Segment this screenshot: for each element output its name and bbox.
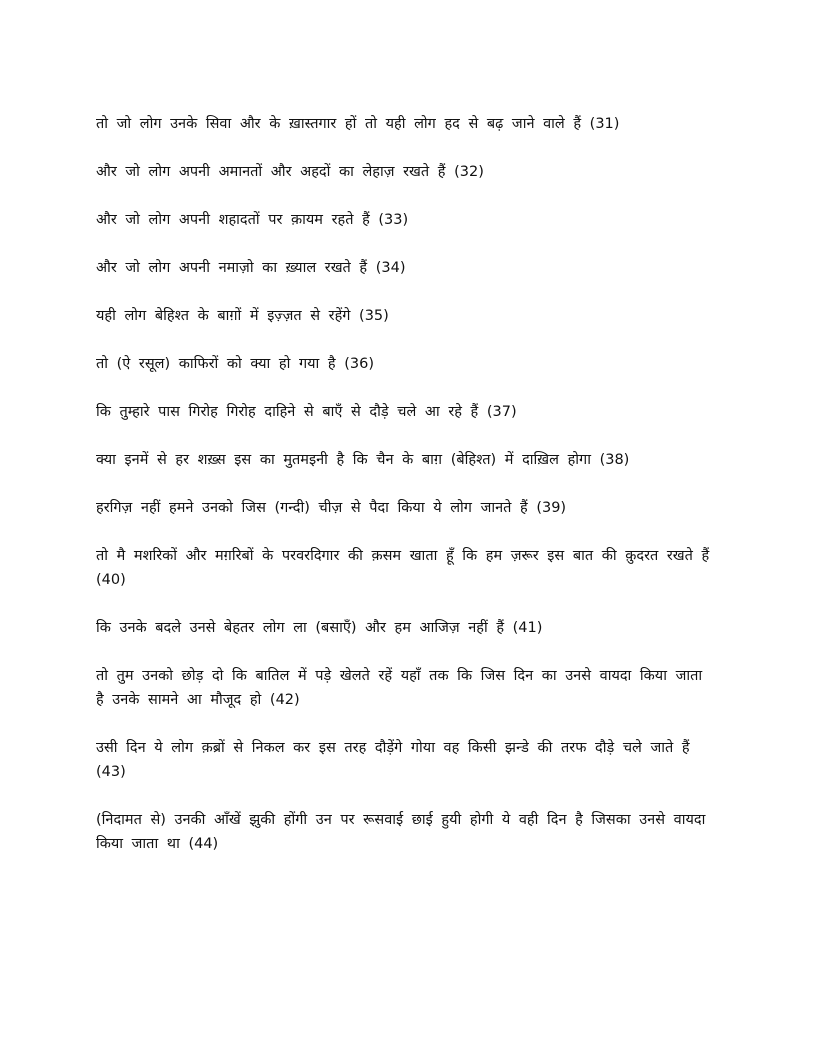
- verse-40: तो मै मशरिकों और मग़रिबों के परवरदिगार की क़सम खाता हूँ कि हम ज़रूर इस बात की क़ुदरत रखते हैं (40): [96, 548, 710, 588]
- verse-35: यही लोग बेहिश्त के बाग़ों में इज़्ज़त से रहेंगे (35): [96, 308, 389, 324]
- verse-44: (निदामत से) उनकी आँखें झुकी होंगी उन पर रूसवाई छाई हुयी होगी ये वही दिन है जिसका उनसे वायदा किया जाता था (44): [96, 812, 706, 852]
- verse-31: तो जो लोग उनके सिवा और के ख़ास्तगार हों तो यही लोग हद से बढ़ जाने वाले हैं (31): [96, 116, 620, 132]
- verse-42: तो तुम उनको छोड़ दो कि बातिल में पड़े खेलते रहें यहाँ तक कि जिस दिन का उनसे वायदा किया जाता है उनके सामने आ मौजूद हो (42): [96, 668, 703, 708]
- verse-33: और जो लोग अपनी शहादतों पर क़ायम रहते हैं (33): [96, 212, 409, 228]
- verse-41: कि उनके बदले उनसे बेहतर लोग ला (बसाएँ) और हम आजिज़ नहीं हैं (41): [96, 620, 543, 636]
- verse-39: हरगिज़ नहीं हमने उनको जिस (गन्दी) चीज़ से पैदा किया ये लोग जानते हैं (39): [96, 500, 567, 516]
- document-page: [96, 112, 716, 880]
- verse-34: और जो लोग अपनी नमाज़ो का ख़्याल रखते हैं (34): [96, 260, 406, 276]
- verse-43: उसी दिन ये लोग क़ब्रों से निकल कर इस तरह दौड़ेंगे गोया वह किसी झन्डे की तरफ दौड़े चले जाते हैं (43): [96, 740, 690, 780]
- verse-37: कि तुम्हारे पास गिरोह गिरोह दाहिने से बाएँ से दौड़े चले आ रहे हैं (37): [96, 404, 517, 420]
- verse-38: क्या इनमें से हर शख़्स इस का मुतमइनी है कि चैन के बाग़ (बेहिश्त) में दाख़िल होगा (38): [96, 452, 630, 468]
- verse-36: तो (ऐ रसूल) काफिरों को क्या हो गया है (36): [96, 356, 374, 372]
- verse-32: और जो लोग अपनी अमानतों और अहदों का लेहाज़ रखते हैं (32): [96, 164, 484, 180]
